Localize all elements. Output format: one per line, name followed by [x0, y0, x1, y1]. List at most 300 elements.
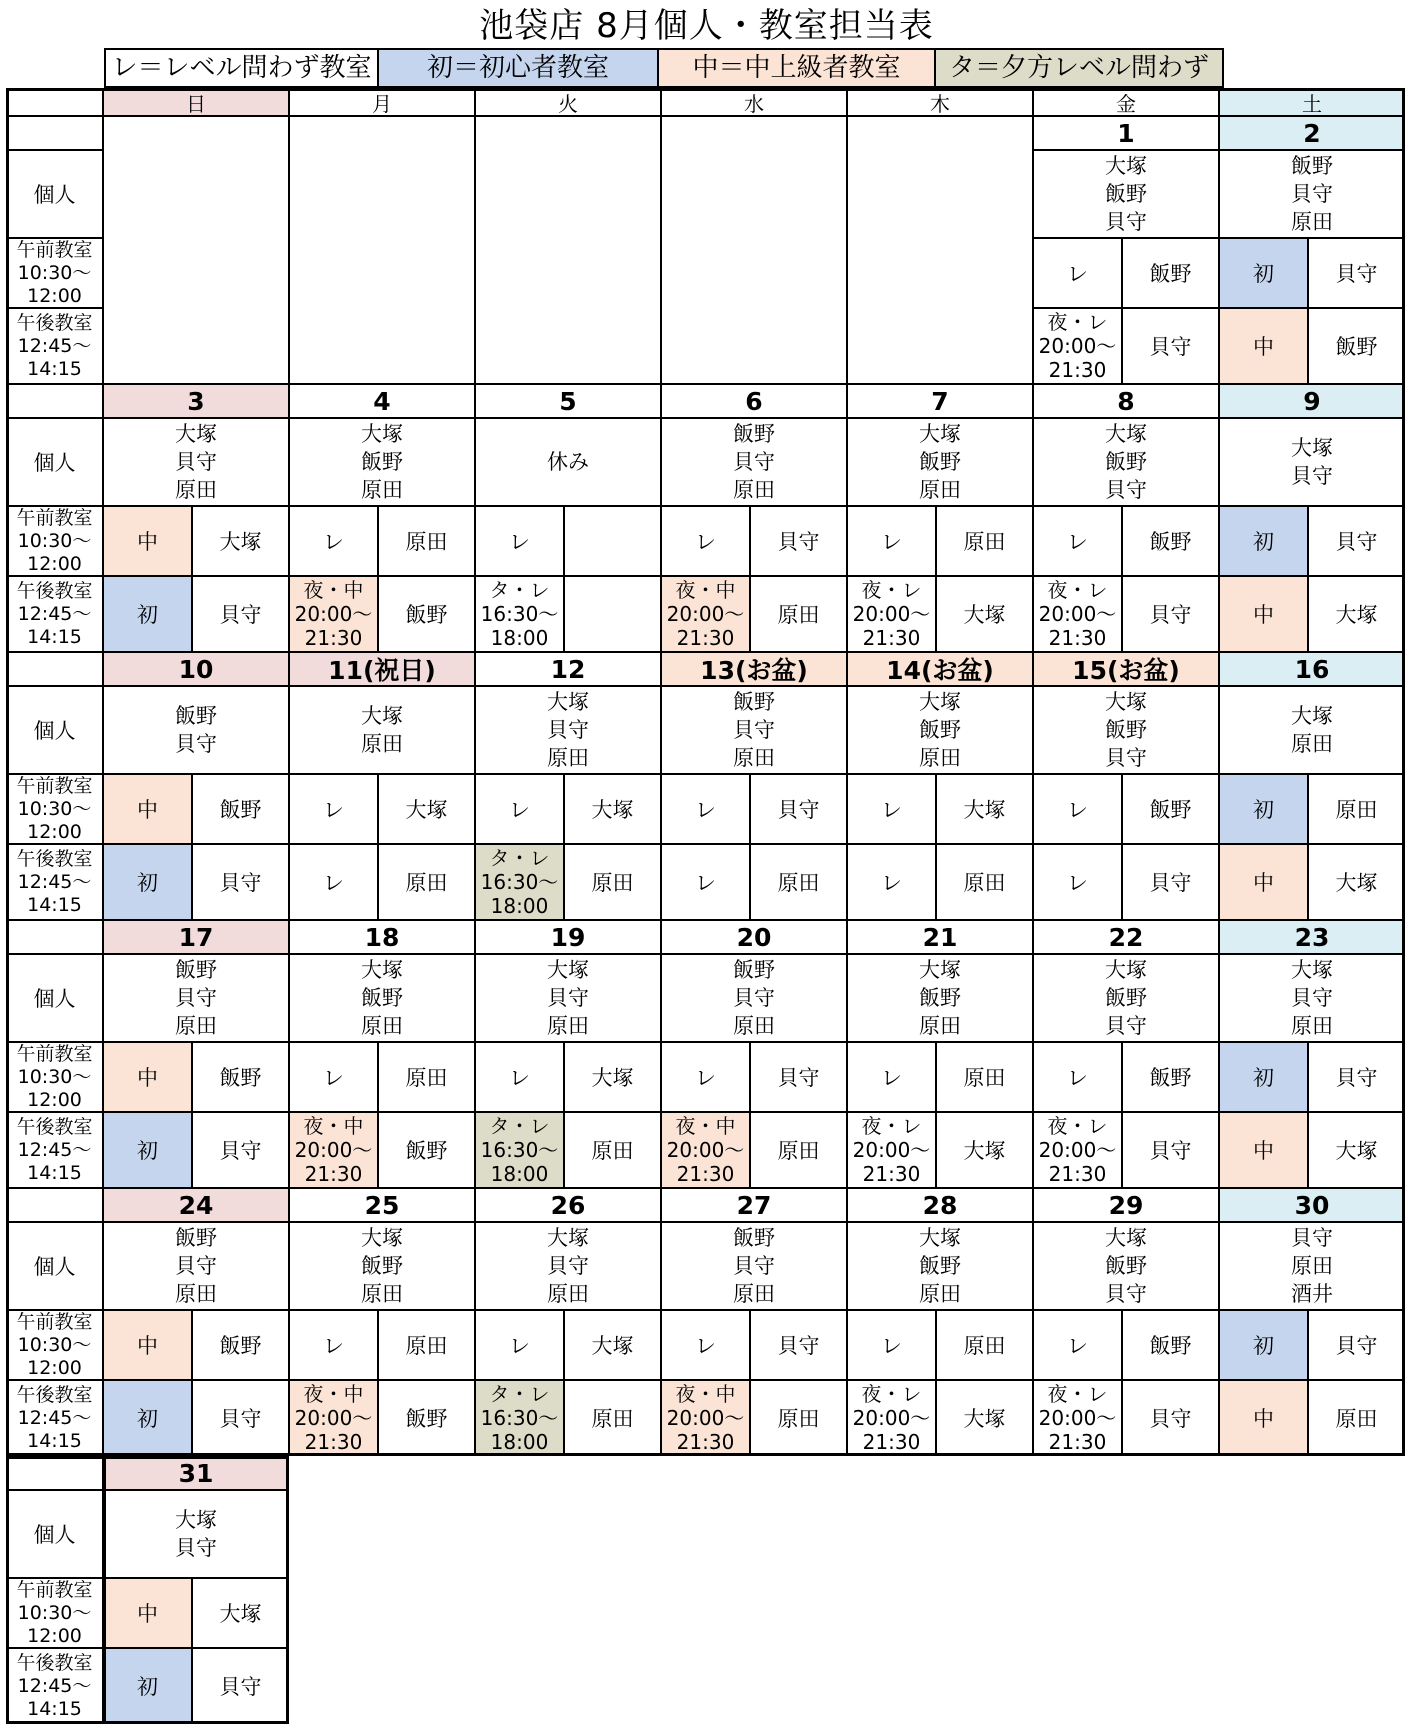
row-label-blank — [6, 920, 103, 954]
class-code: 夜・中 — [303, 1114, 364, 1138]
staff-name: 原田 — [175, 1014, 217, 1038]
class-code: レ — [695, 871, 716, 895]
day-number-text: 18 — [364, 922, 400, 952]
class-code: 初 — [1253, 1066, 1274, 1090]
row-label-morning — [6, 1310, 103, 1380]
afternoon-class-teacher — [750, 1380, 847, 1456]
teacher-name: 貝守 — [219, 871, 262, 895]
morning-class-type — [1033, 774, 1122, 844]
staff-name: 原田 — [733, 1014, 775, 1038]
day-number — [103, 1188, 289, 1222]
afternoon-class-teacher — [936, 576, 1033, 652]
class-code: レ — [695, 530, 716, 554]
teacher-name: 原田 — [777, 871, 820, 895]
class-code: 夜・中 — [675, 578, 736, 602]
staff-name: 原田 — [547, 746, 589, 770]
empty-day-cell — [103, 116, 289, 384]
class-code: レ — [1067, 530, 1088, 554]
teacher-name: 大塚 — [963, 603, 1006, 627]
personal-staff-cell — [103, 1222, 289, 1310]
row-label-blank — [6, 116, 103, 150]
teacher-name: 貝守 — [777, 798, 820, 822]
teacher-name: 貝守 — [1149, 871, 1192, 895]
personal-staff-cell — [475, 686, 661, 774]
teacher-name: 貝守 — [777, 530, 820, 554]
class-code: 21:30 — [304, 1430, 363, 1454]
day-number — [475, 1188, 661, 1222]
personal-staff-cell — [103, 686, 289, 774]
teacher-name: 大塚 — [963, 1139, 1006, 1163]
class-code: 20:00～ — [666, 1138, 745, 1162]
teacher-name: 貝守 — [219, 1407, 262, 1431]
morning-class-teacher — [378, 506, 475, 576]
staff-name: 原田 — [175, 1282, 217, 1306]
afternoon-class-type — [661, 1380, 750, 1456]
afternoon-class-type — [289, 844, 378, 920]
row-label-line: 14:15 — [27, 1697, 82, 1720]
row-label-line: 12:00 — [27, 552, 82, 575]
day-number — [289, 384, 475, 418]
day-number-text: 3 — [187, 386, 205, 416]
day-number-text: 21 — [922, 922, 958, 952]
legend-level-any: レ＝レベル問わず教室 — [106, 50, 379, 86]
teacher-name: 原田 — [405, 871, 448, 895]
afternoon-class-teacher — [1308, 1380, 1405, 1456]
row-label-line: 午後教室 — [16, 579, 93, 602]
class-code: 20:00～ — [852, 1406, 931, 1430]
row-label-line: 14:15 — [27, 357, 82, 380]
staff-name: 原田 — [547, 1014, 589, 1038]
personal-staff-cell — [847, 954, 1033, 1042]
staff-name: 貝守 — [1105, 210, 1147, 234]
class-code: 中 — [1253, 1407, 1274, 1431]
staff-name: 原田 — [1291, 210, 1333, 234]
teacher-name: 貝守 — [219, 1675, 262, 1699]
class-code: 16:30～ — [480, 602, 559, 626]
teacher-name: 大塚 — [591, 1066, 634, 1090]
class-code: 夜・レ — [861, 578, 922, 602]
row-label-morning — [6, 506, 103, 576]
staff-name: 大塚 — [547, 690, 589, 714]
staff-name: 飯野 — [919, 718, 961, 742]
teacher-name: 原田 — [591, 1139, 634, 1163]
row-label-line: 午前教室 — [16, 1578, 93, 1601]
afternoon-class-type — [1033, 1380, 1122, 1456]
afternoon-class-type — [1219, 308, 1308, 384]
staff-name: 大塚 — [361, 704, 403, 728]
day-number — [661, 384, 847, 418]
row-label-line: 12:45～ — [17, 1138, 92, 1161]
morning-class-teacher — [564, 506, 661, 576]
empty-day-cell — [475, 116, 661, 384]
morning-class-teacher — [750, 506, 847, 576]
class-code: 20:00～ — [1038, 334, 1117, 358]
staff-name: 大塚 — [1105, 958, 1147, 982]
row-label-blank — [6, 1188, 103, 1222]
class-code: 中 — [137, 1066, 158, 1090]
staff-name: 大塚 — [1105, 690, 1147, 714]
class-code: レ — [881, 798, 902, 822]
day-number-text: 14(お盆) — [886, 656, 994, 685]
row-label-morning — [6, 774, 103, 844]
class-code: 中 — [137, 1334, 158, 1358]
weekday-header — [103, 88, 289, 116]
morning-class-type — [1219, 774, 1308, 844]
class-code: 初 — [137, 871, 158, 895]
staff-name: 貝守 — [733, 1254, 775, 1278]
afternoon-class-type — [475, 844, 564, 920]
day-number — [847, 652, 1033, 686]
personal-staff-cell — [1219, 686, 1405, 774]
personal-staff-cell — [289, 418, 475, 506]
class-code: 夜・レ — [1047, 1382, 1108, 1406]
teacher-name: 貝守 — [219, 1139, 262, 1163]
afternoon-class-teacher — [1122, 576, 1219, 652]
class-code: 20:00～ — [294, 1406, 373, 1430]
class-code: 夜・中 — [675, 1114, 736, 1138]
staff-name: 大塚 — [175, 1508, 217, 1532]
row-label-text: 個人 — [33, 183, 76, 207]
staff-name: 大塚 — [919, 958, 961, 982]
weekday-label: 水 — [744, 91, 764, 116]
teacher-name: 貝守 — [1335, 1334, 1378, 1358]
row-label-line: 12:00 — [27, 1088, 82, 1111]
day-number — [1219, 920, 1405, 954]
class-code: 中 — [1253, 871, 1274, 895]
personal-staff-cell — [289, 686, 475, 774]
afternoon-class-teacher — [192, 576, 289, 652]
row-label-morning — [6, 1042, 103, 1112]
row-label-personal — [6, 1490, 103, 1578]
afternoon-class-type — [1219, 1112, 1308, 1188]
teacher-name: 大塚 — [963, 1407, 1006, 1431]
teacher-name: 飯野 — [1149, 1334, 1192, 1358]
staff-name: 大塚 — [361, 1226, 403, 1250]
row-label-line: 午後教室 — [16, 1383, 93, 1406]
morning-class-type — [103, 1310, 192, 1380]
afternoon-class-teacher — [192, 1380, 289, 1456]
staff-name: 飯野 — [175, 958, 217, 982]
row-label-line: 12:45～ — [17, 602, 92, 625]
class-code: レ — [323, 871, 344, 895]
afternoon-class-teacher — [1308, 576, 1405, 652]
class-code: レ — [323, 798, 344, 822]
day-number — [103, 1456, 289, 1490]
staff-name: 大塚 — [361, 958, 403, 982]
day-number-text: 28 — [922, 1190, 958, 1220]
staff-name: 貝守 — [1291, 986, 1333, 1010]
class-code: タ・レ — [489, 578, 550, 602]
row-label-line: 12:45～ — [17, 1674, 92, 1697]
class-code: 21:30 — [862, 626, 921, 650]
afternoon-class-teacher — [378, 576, 475, 652]
row-label-line: 12:00 — [27, 1356, 82, 1379]
day-number — [1219, 116, 1405, 150]
morning-class-type — [1033, 238, 1122, 308]
class-code: 21:30 — [862, 1430, 921, 1454]
row-label-line: 午前教室 — [16, 1310, 93, 1333]
row-label-blank — [6, 652, 103, 686]
teacher-name: 飯野 — [219, 798, 262, 822]
personal-staff-cell — [103, 418, 289, 506]
class-code: 中 — [1253, 603, 1274, 627]
morning-class-type — [847, 506, 936, 576]
weekday-label: 火 — [558, 91, 578, 116]
header-corner-cell — [6, 88, 103, 116]
staff-name: 貝守 — [733, 450, 775, 474]
day-number-text: 26 — [550, 1190, 586, 1220]
row-label-line: 10:30～ — [17, 529, 92, 552]
afternoon-class-type — [289, 576, 378, 652]
row-label-line: 12:00 — [27, 820, 82, 843]
morning-class-type — [475, 1310, 564, 1380]
morning-class-teacher — [378, 774, 475, 844]
afternoon-class-type — [847, 1380, 936, 1456]
day-number — [847, 1188, 1033, 1222]
class-code: レ — [509, 1066, 530, 1090]
staff-name: 飯野 — [733, 958, 775, 982]
day-number — [847, 384, 1033, 418]
staff-name: 原田 — [1291, 1014, 1333, 1038]
staff-name: 大塚 — [1105, 422, 1147, 446]
morning-class-type — [289, 1042, 378, 1112]
teacher-name: 原田 — [777, 1407, 820, 1431]
morning-class-teacher — [1122, 506, 1219, 576]
class-code: 初 — [1253, 1334, 1274, 1358]
day-number-text: 10 — [178, 654, 214, 684]
morning-class-teacher — [750, 1042, 847, 1112]
teacher-name: 原田 — [963, 530, 1006, 554]
personal-staff-cell — [103, 954, 289, 1042]
afternoon-class-teacher — [750, 576, 847, 652]
morning-class-teacher — [564, 1310, 661, 1380]
class-code: レ — [1067, 1066, 1088, 1090]
day-number-text: 24 — [178, 1190, 214, 1220]
row-label-line: 12:45～ — [17, 1406, 92, 1429]
afternoon-class-teacher — [378, 844, 475, 920]
afternoon-class-type — [289, 1112, 378, 1188]
day-number — [661, 920, 847, 954]
afternoon-class-teacher — [936, 844, 1033, 920]
class-code: 18:00 — [490, 1430, 549, 1454]
class-code: レ — [881, 530, 902, 554]
teacher-name: 原田 — [405, 1066, 448, 1090]
staff-name: 貝守 — [547, 986, 589, 1010]
class-code: 21:30 — [1048, 1430, 1107, 1454]
teacher-name: 原田 — [777, 603, 820, 627]
staff-name: 原田 — [733, 746, 775, 770]
day-number — [103, 920, 289, 954]
weekday-label: 金 — [1116, 91, 1136, 116]
personal-staff-cell — [475, 418, 661, 506]
staff-name: 大塚 — [547, 1226, 589, 1250]
afternoon-class-teacher — [564, 1112, 661, 1188]
personal-staff-cell — [661, 954, 847, 1042]
morning-class-type — [661, 1310, 750, 1380]
staff-name: 貝守 — [175, 732, 217, 756]
staff-name: 貝守 — [733, 718, 775, 742]
class-code: 中 — [137, 530, 158, 554]
class-code: 21:30 — [1048, 626, 1107, 650]
morning-class-type — [1033, 1310, 1122, 1380]
afternoon-class-teacher — [936, 1380, 1033, 1456]
class-code: レ — [1067, 871, 1088, 895]
class-code: レ — [509, 1334, 530, 1358]
staff-name: 原田 — [361, 478, 403, 502]
staff-name: 飯野 — [733, 690, 775, 714]
day-number — [475, 920, 661, 954]
personal-staff-cell — [1219, 1222, 1405, 1310]
teacher-name: 飯野 — [405, 603, 448, 627]
class-code: レ — [695, 1334, 716, 1358]
row-label-line: 10:30～ — [17, 1333, 92, 1356]
class-code: 初 — [1253, 262, 1274, 286]
day-number — [1033, 384, 1219, 418]
day-number-text: 17 — [178, 922, 214, 952]
teacher-name: 飯野 — [1149, 1066, 1192, 1090]
afternoon-class-type — [1219, 1380, 1308, 1456]
morning-class-type — [475, 506, 564, 576]
morning-class-teacher — [192, 1042, 289, 1112]
class-code: 16:30～ — [480, 870, 559, 894]
morning-class-teacher — [378, 1310, 475, 1380]
staff-name: 貝守 — [1105, 478, 1147, 502]
weekday-header — [661, 88, 847, 116]
teacher-name: 貝守 — [1335, 530, 1378, 554]
teacher-name: 貝守 — [777, 1334, 820, 1358]
row-label-text: 個人 — [33, 451, 76, 475]
staff-name: 飯野 — [919, 450, 961, 474]
row-label-line: 14:15 — [27, 1161, 82, 1184]
weekday-label: 月 — [372, 91, 392, 116]
teacher-name: 原田 — [963, 871, 1006, 895]
staff-name: 大塚 — [1291, 436, 1333, 460]
day-number — [847, 920, 1033, 954]
class-code: 21:30 — [1048, 358, 1107, 382]
afternoon-class-type — [475, 576, 564, 652]
personal-staff-cell — [661, 1222, 847, 1310]
class-code: 初 — [1253, 798, 1274, 822]
morning-class-type — [847, 1042, 936, 1112]
morning-class-type — [103, 1578, 192, 1648]
row-label-afternoon — [6, 1112, 103, 1188]
class-code: 16:30～ — [480, 1138, 559, 1162]
class-code: レ — [509, 530, 530, 554]
morning-class-teacher — [750, 1310, 847, 1380]
teacher-name: 大塚 — [219, 1602, 262, 1626]
teacher-name: 大塚 — [591, 1334, 634, 1358]
personal-staff-cell — [289, 954, 475, 1042]
row-label-blank — [6, 384, 103, 418]
class-code: 夜・中 — [303, 1382, 364, 1406]
morning-class-type — [289, 774, 378, 844]
day-number-text: 7 — [931, 386, 949, 416]
weekday-header — [1033, 88, 1219, 116]
morning-class-teacher — [936, 506, 1033, 576]
morning-class-teacher — [192, 506, 289, 576]
staff-name: 原田 — [919, 746, 961, 770]
row-label-line: 午前教室 — [16, 506, 93, 529]
staff-name: 貝守 — [1105, 1282, 1147, 1306]
afternoon-class-type — [103, 1648, 192, 1724]
row-label-line: 12:45～ — [17, 870, 92, 893]
teacher-name: 原田 — [405, 1334, 448, 1358]
afternoon-class-type — [103, 1112, 192, 1188]
class-code: 夜・レ — [861, 1382, 922, 1406]
afternoon-class-teacher — [564, 844, 661, 920]
day-number — [289, 920, 475, 954]
staff-name: 大塚 — [1291, 704, 1333, 728]
staff-name: 飯野 — [1105, 182, 1147, 206]
afternoon-class-teacher — [192, 1648, 289, 1724]
day-number — [661, 652, 847, 686]
staff-name: 貝守 — [175, 986, 217, 1010]
personal-staff-cell — [1219, 150, 1405, 238]
afternoon-class-type — [1219, 844, 1308, 920]
teacher-name: 飯野 — [219, 1066, 262, 1090]
staff-name: 原田 — [547, 1282, 589, 1306]
morning-class-type — [475, 1042, 564, 1112]
legend-beginner: 初＝初心者教室 — [379, 50, 659, 86]
weekday-header — [847, 88, 1033, 116]
teacher-name: 貝守 — [1149, 1139, 1192, 1163]
teacher-name: 大塚 — [405, 798, 448, 822]
class-code: レ — [881, 1334, 902, 1358]
class-code: レ — [695, 798, 716, 822]
afternoon-class-type — [475, 1380, 564, 1456]
class-code: 中 — [137, 1602, 158, 1626]
row-label-afternoon — [6, 844, 103, 920]
row-label-line: 12:00 — [27, 284, 82, 307]
class-code: 18:00 — [490, 1162, 549, 1186]
staff-name: 大塚 — [361, 422, 403, 446]
row-label-line: 10:30～ — [17, 1065, 92, 1088]
staff-name: 原田 — [733, 1282, 775, 1306]
class-code: レ — [509, 798, 530, 822]
class-code: レ — [323, 1066, 344, 1090]
day-number-text: 31 — [178, 1458, 214, 1488]
row-label-personal — [6, 418, 103, 506]
morning-class-teacher — [1308, 1310, 1405, 1380]
row-label-line: 14:15 — [27, 625, 82, 648]
staff-name: 原田 — [919, 478, 961, 502]
class-code: 夜・レ — [1047, 1114, 1108, 1138]
day-number-text: 13(お盆) — [700, 656, 808, 685]
staff-name: 飯野 — [361, 450, 403, 474]
class-code: レ — [1067, 798, 1088, 822]
afternoon-class-teacher — [378, 1112, 475, 1188]
personal-staff-cell — [289, 1222, 475, 1310]
morning-class-type — [289, 1310, 378, 1380]
class-code: 20:00～ — [666, 602, 745, 626]
morning-class-type — [661, 1042, 750, 1112]
morning-class-teacher — [1308, 1042, 1405, 1112]
staff-name: 飯野 — [361, 986, 403, 1010]
legend-evening: タ＝夕方レベル問わず — [936, 50, 1222, 86]
staff-name: 原田 — [361, 1282, 403, 1306]
personal-staff-cell — [475, 954, 661, 1042]
afternoon-class-teacher — [1122, 844, 1219, 920]
personal-staff-cell — [847, 418, 1033, 506]
empty-day-cell — [847, 116, 1033, 384]
morning-class-type — [1219, 1042, 1308, 1112]
teacher-name: 貝守 — [1335, 1066, 1378, 1090]
class-code: タ・レ — [489, 1114, 550, 1138]
staff-name: 原田 — [361, 732, 403, 756]
staff-name: 大塚 — [919, 422, 961, 446]
day-number — [475, 652, 661, 686]
day-number — [1033, 1188, 1219, 1222]
